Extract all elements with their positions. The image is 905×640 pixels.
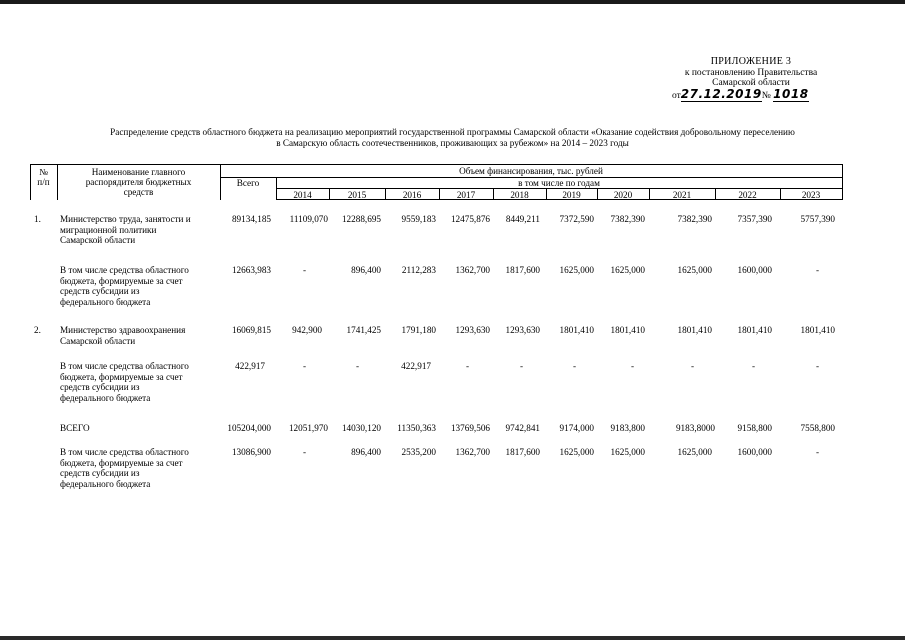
row-value-2020: 1801,410	[610, 325, 645, 335]
row-value-2021: -	[690, 361, 694, 371]
row-value-2017: -	[465, 361, 469, 371]
row-value-2014: 11109,070	[289, 214, 328, 224]
row-value-2020: 9183,800	[610, 423, 645, 433]
row-value-2016: 2112,283	[401, 265, 436, 275]
appendix-block	[620, 57, 882, 101]
row-value-2022: 7357,390	[737, 214, 772, 224]
row-value-2022: 9158,800	[737, 423, 772, 433]
row-name	[60, 361, 220, 403]
row-value-2021: 1625,000	[677, 265, 712, 275]
header-year: 2023	[801, 190, 821, 200]
row-value-2016: 1791,180	[401, 325, 436, 335]
row-name	[60, 423, 220, 434]
row-name-line: Самарской области	[60, 235, 136, 245]
row-value-2020: 1625,000	[610, 447, 645, 457]
appendix-line1: к постановлению Правительства	[684, 67, 818, 78]
row-value-2016: 11350,363	[397, 423, 436, 433]
scan-top-edge	[0, 0, 905, 4]
row-value-2018: 1817,600	[505, 265, 540, 275]
appendix-title: ПРИЛОЖЕНИЕ 3	[710, 56, 792, 67]
row-value-2017: 13769,506	[450, 423, 490, 433]
row-total: 89134,185	[231, 214, 271, 224]
row-value-2023: 1801,410	[800, 325, 835, 335]
row-value-2014: -	[302, 361, 306, 371]
header-year: 2022	[738, 190, 757, 200]
row-name-line: Самарской области	[60, 335, 136, 346]
row-name-line: федерального бюджета	[60, 478, 151, 489]
row-name-line: Министерство труда, занятости и	[60, 214, 191, 224]
row-number: 2.	[34, 325, 41, 335]
row-value-2019: 1801,410	[559, 325, 594, 335]
header-num-b: п/п	[37, 177, 50, 187]
row-name-line: миграционной политики	[60, 224, 157, 235]
appendix-date-line	[620, 86, 882, 102]
row-value-2015: 1741,425	[346, 325, 381, 335]
row-value-2017: 1362,700	[455, 447, 490, 457]
row-name-line: Министерство здравоохранения	[60, 325, 186, 335]
row-value-2021: 9183,8000	[675, 423, 715, 433]
row-value-2022: 1801,410	[737, 325, 772, 335]
row-value-2022: -	[751, 361, 755, 371]
header-by-years: в том числе по годам	[518, 178, 600, 188]
handwritten-number: 1018	[773, 86, 809, 101]
header-year: 2019	[562, 190, 581, 200]
row-name-line: бюджета, формируемые за счет	[60, 371, 183, 382]
row-total: 105204,000	[227, 423, 271, 433]
row-value-2020: 1625,000	[610, 265, 645, 275]
row-value-2021: 1801,410	[677, 325, 712, 335]
row-total: 13086,900	[231, 447, 271, 457]
number-label: №	[761, 90, 771, 101]
scan-bottom-edge	[0, 636, 905, 640]
row-name-line: федерального бюджета	[60, 296, 151, 307]
row-value-2015: 896,400	[351, 265, 381, 275]
row-value-2015: 14030,120	[341, 423, 381, 433]
row-value-2017: 1362,700	[455, 265, 490, 275]
header-year: 2016	[402, 190, 422, 200]
row-name	[60, 325, 220, 346]
document-title-line2: в Самарскую область соотечественников, проживающих за рубежом» на 2014 – 2023 годы	[276, 138, 629, 148]
row-value-2018: 8449,211	[505, 214, 540, 224]
row-name-line: средств субсидии из	[60, 382, 140, 392]
appendix-line2: Самарской области	[712, 78, 790, 88]
row-value-2014: -	[302, 265, 306, 275]
header-vline	[842, 164, 843, 200]
row-value-2015: -	[355, 361, 359, 371]
row-value-2018: 9742,841	[505, 423, 540, 433]
row-value-2015: 12288,695	[341, 214, 381, 224]
row-value-2019: 7372,590	[559, 214, 594, 224]
header-name	[57, 167, 220, 197]
row-value-2021: 1625,000	[677, 447, 712, 457]
row-value-2023: -	[815, 265, 819, 275]
row-value-2018: 1293,630	[505, 325, 540, 335]
row-value-2020: 7382,390	[610, 214, 645, 224]
row-value-2015: 896,400	[351, 447, 381, 457]
header-name-c: средств	[123, 187, 154, 197]
row-name-line: ВСЕГО	[60, 423, 90, 433]
row-name-line: средств субсидии из	[60, 468, 140, 478]
header-year: 2014	[293, 190, 312, 200]
row-total: 16069,815	[231, 325, 271, 335]
row-name-line: В том числе средства областного	[60, 447, 189, 457]
row-value-2023: 5757,390	[800, 214, 835, 224]
document-title-line1: Распределение средств областного бюджета на реализацию мероприятий государственной программы Самарской области «Оказание содействия добровольному переселению	[110, 127, 795, 137]
row-value-2016: 9559,183	[401, 214, 436, 224]
header-top-border	[30, 164, 842, 165]
header-year: 2018	[510, 190, 529, 200]
header-volume: Объем финансирования, тыс. рублей	[459, 166, 603, 176]
handwritten-date: 27.12.2019	[680, 86, 762, 101]
row-value-2018: 1817,600	[505, 447, 540, 457]
row-value-2021: 7382,390	[677, 214, 712, 224]
header-line-years-top	[276, 188, 842, 189]
row-value-2022: 1600,000	[737, 265, 772, 275]
header-name-b: распорядителя бюджетных	[85, 177, 192, 187]
header-year: 2017	[456, 190, 476, 200]
row-value-2014: 12051,970	[288, 423, 328, 433]
row-value-2022: 1600,000	[737, 447, 772, 457]
row-value-2023: -	[815, 361, 819, 371]
row-value-2017: 1293,630	[455, 325, 490, 335]
row-value-2019: -	[572, 361, 576, 371]
row-number: 1.	[34, 214, 41, 224]
row-value-2019: 1625,000	[559, 265, 594, 275]
header-year: 2015	[347, 190, 367, 200]
row-name	[60, 214, 220, 246]
document-title	[30, 127, 875, 149]
row-value-2016: 422,917	[401, 361, 431, 371]
row-total: 12663,983	[231, 265, 271, 275]
row-name-line: средств субсидии из	[60, 286, 140, 296]
row-name	[60, 265, 220, 307]
row-value-2014: 942,900	[292, 325, 322, 335]
row-value-2023: 7558,800	[800, 423, 835, 433]
from-label: от	[672, 90, 681, 101]
row-value-2014: -	[302, 447, 306, 457]
header-name-a: Наименование главного	[91, 167, 186, 177]
row-value-2018: -	[519, 361, 523, 371]
row-value-2017: 12475,876	[450, 214, 490, 224]
row-value-2019: 9174,000	[559, 423, 594, 433]
row-name-line: В том числе средства областного	[60, 265, 189, 275]
header-num-a: №	[39, 167, 48, 177]
row-value-2020: -	[630, 361, 634, 371]
row-name-line: федерального бюджета	[60, 392, 151, 403]
row-name-line: В том числе средства областного	[60, 361, 189, 371]
header-total: Всего	[236, 178, 260, 188]
header-num	[30, 167, 57, 187]
header-year: 2021	[672, 190, 692, 200]
row-value-2016: 2535,200	[401, 447, 436, 457]
row-name-line: бюджета, формируемые за счет	[60, 275, 183, 286]
row-name-line: бюджета, формируемые за счет	[60, 457, 183, 468]
row-value-2023: -	[815, 447, 819, 457]
row-total: 422,917	[235, 361, 265, 371]
row-value-2019: 1625,000	[559, 447, 594, 457]
header-year: 2020	[613, 190, 633, 200]
row-name	[60, 447, 220, 489]
